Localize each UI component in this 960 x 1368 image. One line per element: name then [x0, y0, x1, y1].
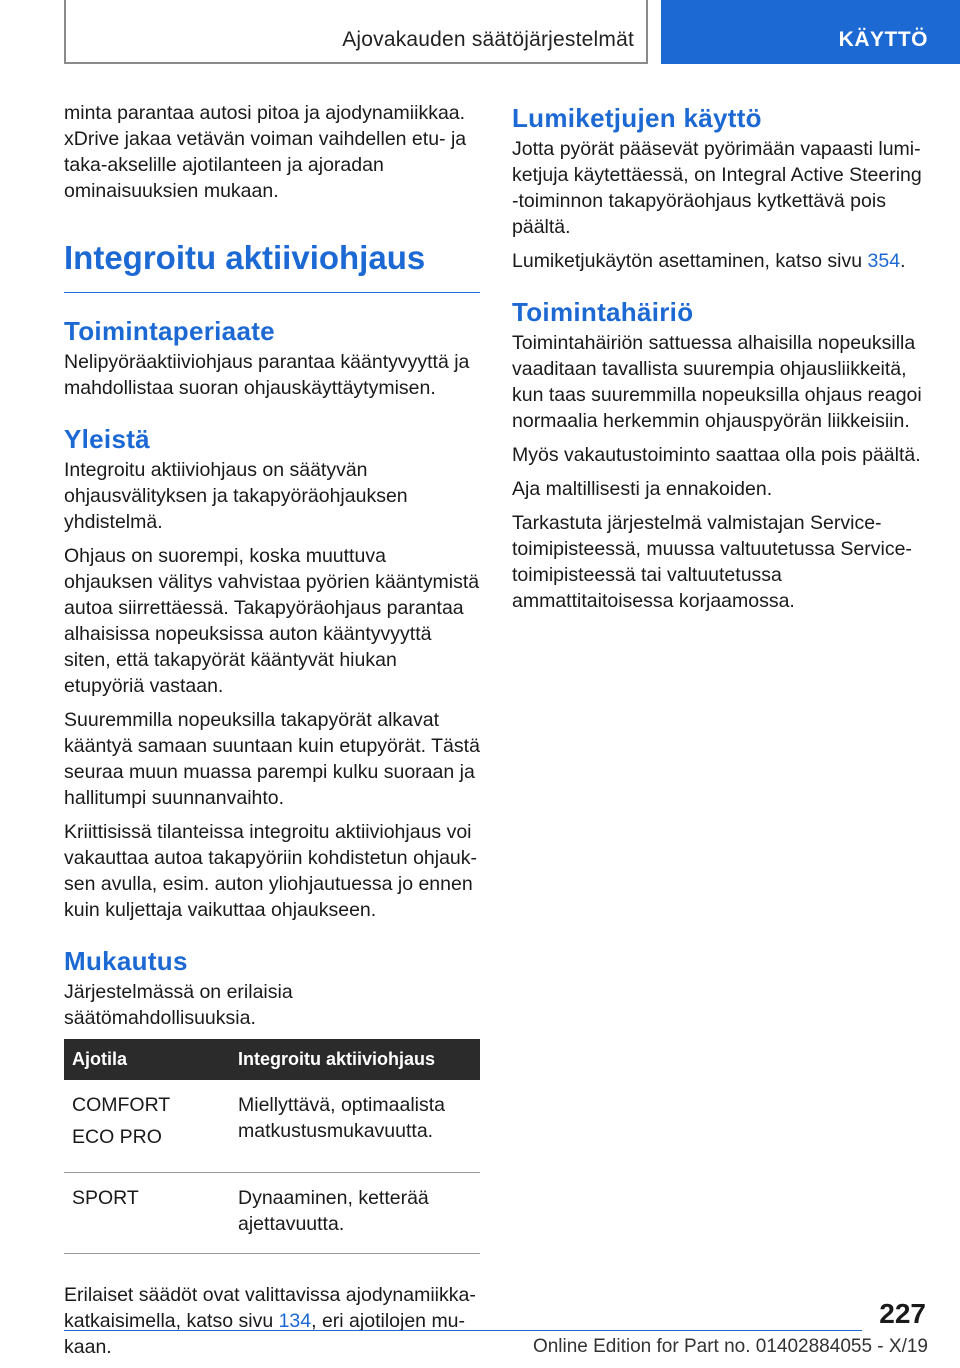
general-paragraph-3: Suuremmilla nopeuksilla takapyörät alkavat kääntyä samaan suuntaan kuin etupyörät. Tästä seuraa muun muassa parempi kulku suoraan ja hallitumpi suunnanvaihto.	[64, 709, 480, 809]
header-title: Ajovakauden säätöjärjestelmät	[342, 28, 634, 51]
page-number: 227	[879, 1298, 926, 1329]
after-table-text: Erilaiset säädöt ovat valittavissa ajodynamiikkakatkaisimella, katso sivu	[64, 1284, 476, 1332]
page-link-134[interactable]: 134	[278, 1310, 312, 1332]
after-table-paragraph	[64, 1282, 480, 1360]
mode-label: COMFORT	[72, 1094, 171, 1116]
snow-chains-paragraph-1: Jotta pyörät pääsevät pyörimään vapaasti lumiketjuja käytettäessä, on Integral Active Steering -toiminnon takapyöräohjaus kytkettävä pois päältä.	[512, 138, 922, 238]
main-heading: Integroitu aktiiviohjaus	[64, 238, 480, 293]
table-cell-description: Dynaaminen, ketterää ajettavuutta.	[230, 1173, 480, 1254]
principle-heading: Toimintaperiaate	[64, 316, 275, 346]
page-link-354[interactable]: 354	[867, 250, 901, 272]
fault-paragraph-3: Aja maltillisesti ja ennakoiden.	[512, 478, 773, 500]
mode-label: SPORT	[72, 1187, 139, 1209]
table-header-row	[64, 1039, 480, 1080]
header-title-box	[64, 0, 648, 64]
general-heading: Yleistä	[64, 424, 150, 454]
table-cell-modes	[64, 1173, 230, 1254]
snow-chains-paragraph-2	[512, 248, 928, 274]
footer-divider	[64, 1330, 862, 1331]
fault-heading: Toimintahäiriö	[512, 297, 694, 327]
modes-table	[64, 1039, 480, 1254]
principle-paragraph: Nelipyöräaktiiviohjaus parantaa kääntyvyyttä ja mahdollistaa suoran ohjauskäyttäytymisen.	[64, 351, 470, 399]
fault-paragraph-2: Myös vakautustoiminto saattaa olla pois päältä.	[512, 444, 921, 466]
table-cell-description: Miellyttävä, optimaalista matkustusmukavuutta.	[230, 1080, 480, 1173]
header-section-label: KÄYTTÖ	[838, 28, 928, 51]
header-section-tab	[661, 0, 960, 64]
general-paragraph-2: Ohjaus on suorempi, koska muuttuva ohjauksen välitys vahvistaa pyörien kääntymistä autoa siirrettäessä. Takapyöräohjaus parantaa alhaisissa nopeuksissa auton kääntyvyyttä siten, että takapyörät kääntyvät hiukan etupyöriä vastaan.	[64, 545, 480, 697]
after-table-text-end: , eri ajotilojen mukaan.	[64, 1310, 466, 1358]
table-header-steering: Integroitu aktiiviohjaus	[230, 1039, 480, 1080]
intro-paragraph: minta parantaa autosi pitoa ja ajodynamiikkaa. xDrive jakaa vetävän voiman vaihdellen etu- ja taka-akselille ajotilanteen ja ajoradan ominaisuuksien mukaan.	[64, 102, 467, 202]
mode-label: ECO PRO	[72, 1126, 162, 1148]
table-row	[64, 1173, 480, 1254]
table-row	[64, 1080, 480, 1173]
table-header-mode: Ajotila	[64, 1039, 230, 1080]
footer-edition: Online Edition for Part no. 01402884055 - X/19	[532, 1336, 928, 1357]
general-paragraph-4: Kriittisissä tilanteissa integroitu aktiiviohjaus voi vakauttaa autoa takapyöriin kohdistetun ohjauksen avulla, esim. auton yliohjautuessa jo ennen kuin kuljettaja vaikuttaa ohjaukseen.	[64, 821, 478, 921]
fault-paragraph-4: Tarkastuta järjestelmä valmistajan Service-toimipisteessä, muussa valtuutetussa Service-toimipisteessä tai valtuutetussa ammattitaitoisessa korjaamossa.	[512, 512, 912, 612]
table-cell-modes	[64, 1080, 230, 1173]
right-column	[512, 100, 928, 622]
adapt-paragraph: Järjestelmässä on erilaisia säätömahdollisuuksia.	[64, 981, 293, 1029]
general-paragraph-1: Integroitu aktiiviohjaus on säätyvän ohjausvälityksen ja takapyöräohjauksen yhdistelmä.	[64, 459, 408, 533]
snow-chains-text: Lumiketjukäytön asettaminen, katso sivu	[512, 250, 868, 272]
left-column	[64, 100, 480, 1368]
snow-chains-text-end: .	[900, 250, 906, 272]
adapt-heading: Mukautus	[64, 946, 188, 976]
fault-paragraph-1: Toimintahäiriön sattuessa alhaisilla nopeuksilla vaaditaan tavallista suurempia ohjausliikkeitä, kun taas suuremmilla nopeuksilla ohjaus reagoi normaalia herkemmin ohjauspyörän liikkeisiin.	[512, 332, 922, 432]
snow-chains-heading: Lumiketjujen käyttö	[512, 103, 762, 133]
